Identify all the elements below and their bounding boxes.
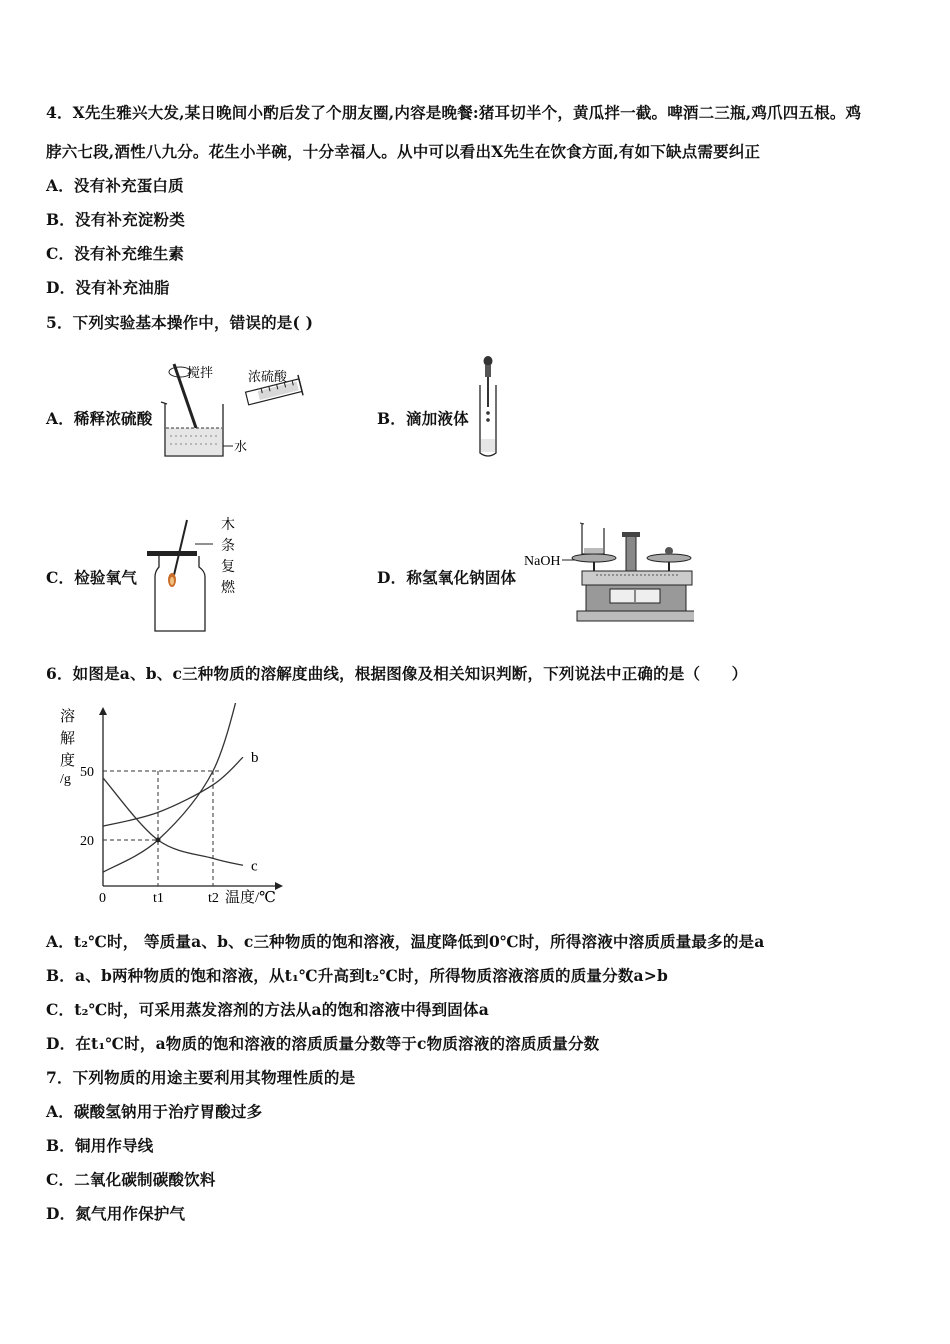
solubility-chart — [50, 703, 290, 908]
x-tick-label: t1 — [153, 891, 164, 906]
q5-option-c: C．检验氧气 — [46, 568, 138, 587]
q6-option-b: B．a、b两种物质的饱和溶液，从t₁℃升高到t₂℃时，所得物质溶液溶质的质量分数a>b — [46, 966, 668, 985]
fig-c-char-2: 条 — [221, 539, 235, 554]
glass-plate — [147, 551, 197, 556]
right-pan — [647, 554, 691, 562]
acid-label: 浓硫酸 — [248, 369, 288, 384]
q7-option-b: B．铜用作导线 — [46, 1136, 154, 1155]
base — [577, 611, 694, 621]
q4-option-d: D．没有补充油脂 — [46, 278, 170, 297]
y-tick-label: 20 — [80, 834, 94, 849]
q6-stem: 6．如图是a、b、c三种物质的溶解度曲线，根据图像及相关知识判断，下列说法中正确的是（ ） — [46, 664, 748, 683]
water-label: 水 — [234, 439, 248, 454]
fig-c-char-4: 燃 — [221, 581, 235, 596]
q4-option-c: C．没有补充维生素 — [46, 244, 185, 263]
oxygen-test-figure — [147, 513, 267, 633]
q5-option-d: D．称氢氧化钠固体 — [377, 568, 517, 587]
q4-option-a: A．没有补充蛋白质 — [46, 176, 184, 195]
y-axis-arrow-icon — [99, 707, 107, 715]
series-label-c: c — [251, 858, 258, 875]
q4-stem-line1: 4．X先生雅兴大发,某日晚间小酌后发了个朋友圈,内容是晚餐:猪耳切半个，黄瓜拌一截。啤酒二三瓶,鸡爪四五根。鸡 — [46, 103, 862, 122]
y-label-char-1: 溶 — [60, 709, 76, 725]
q5-option-a: A．稀释浓硫酸 — [46, 409, 153, 428]
dropper-bulb — [484, 356, 493, 366]
q7-option-c: C．二氧化碳制碳酸饮料 — [46, 1170, 216, 1189]
x-tick-label: t2 — [208, 891, 219, 906]
beam — [582, 571, 692, 585]
pointer-column — [626, 534, 636, 572]
q4-option-b: B．没有补充淀粉类 — [46, 210, 185, 229]
q4-stem-line2: 脖六七段,酒性八九分。花生小半碗，十分幸福人。从中可以看出X先生在饮食方面,有如下缺点需要纠正 — [46, 142, 761, 161]
q5-option-b: B．滴加液体 — [377, 409, 469, 428]
weight — [665, 547, 673, 555]
q7-stem: 7．下列物质的用途主要利用其物理性质的是 — [46, 1068, 356, 1087]
fig-c-char-3: 复 — [221, 560, 235, 575]
intersection-point — [156, 838, 161, 843]
balance-figure — [522, 518, 694, 630]
q6-option-c: C．t₂℃时，可采用蒸发溶剂的方法从a的饱和溶液中得到固体a — [46, 1000, 489, 1019]
q7-option-a: A．碳酸氢钠用于治疗胃酸过多 — [46, 1102, 263, 1121]
y-label-char-3: 度 — [60, 753, 76, 769]
series-line-a — [103, 703, 243, 872]
beaker-water — [166, 428, 222, 455]
y-label-char-2: 解 — [60, 731, 76, 747]
wood-splint — [174, 520, 187, 575]
series-label-b: b — [251, 750, 259, 767]
left-pan — [572, 554, 616, 562]
y-label-char-4: /g — [60, 772, 71, 787]
x-tick-label: 0 — [99, 891, 106, 906]
fig-c-char-1: 木 — [221, 518, 235, 533]
series-line-b — [103, 757, 243, 826]
y-tick-label: 50 — [80, 765, 94, 780]
naoh-label: NaOH — [524, 554, 561, 569]
x-axis-label: 温度/℃ — [225, 890, 276, 906]
q7-option-d: D．氮气用作保护气 — [46, 1204, 186, 1223]
stir-label: 搅拌 — [187, 365, 214, 380]
q6-option-a: A．t₂℃时， 等质量a、b、c三种物质的饱和溶液，温度降低到0℃时，所得溶液中溶质质量最多的是a — [46, 932, 765, 951]
q6-option-d: D．在t₁℃时，a物质的饱和溶液的溶质质量分数等于c物质溶液的溶质质量分数 — [46, 1034, 600, 1053]
dropper-figure — [470, 355, 506, 460]
x-axis-arrow-icon — [275, 882, 283, 890]
dilute-acid-figure — [155, 358, 315, 463]
q5-stem: 5．下列实验基本操作中，错误的是( ) — [46, 313, 314, 332]
gas-bottle — [155, 556, 205, 631]
